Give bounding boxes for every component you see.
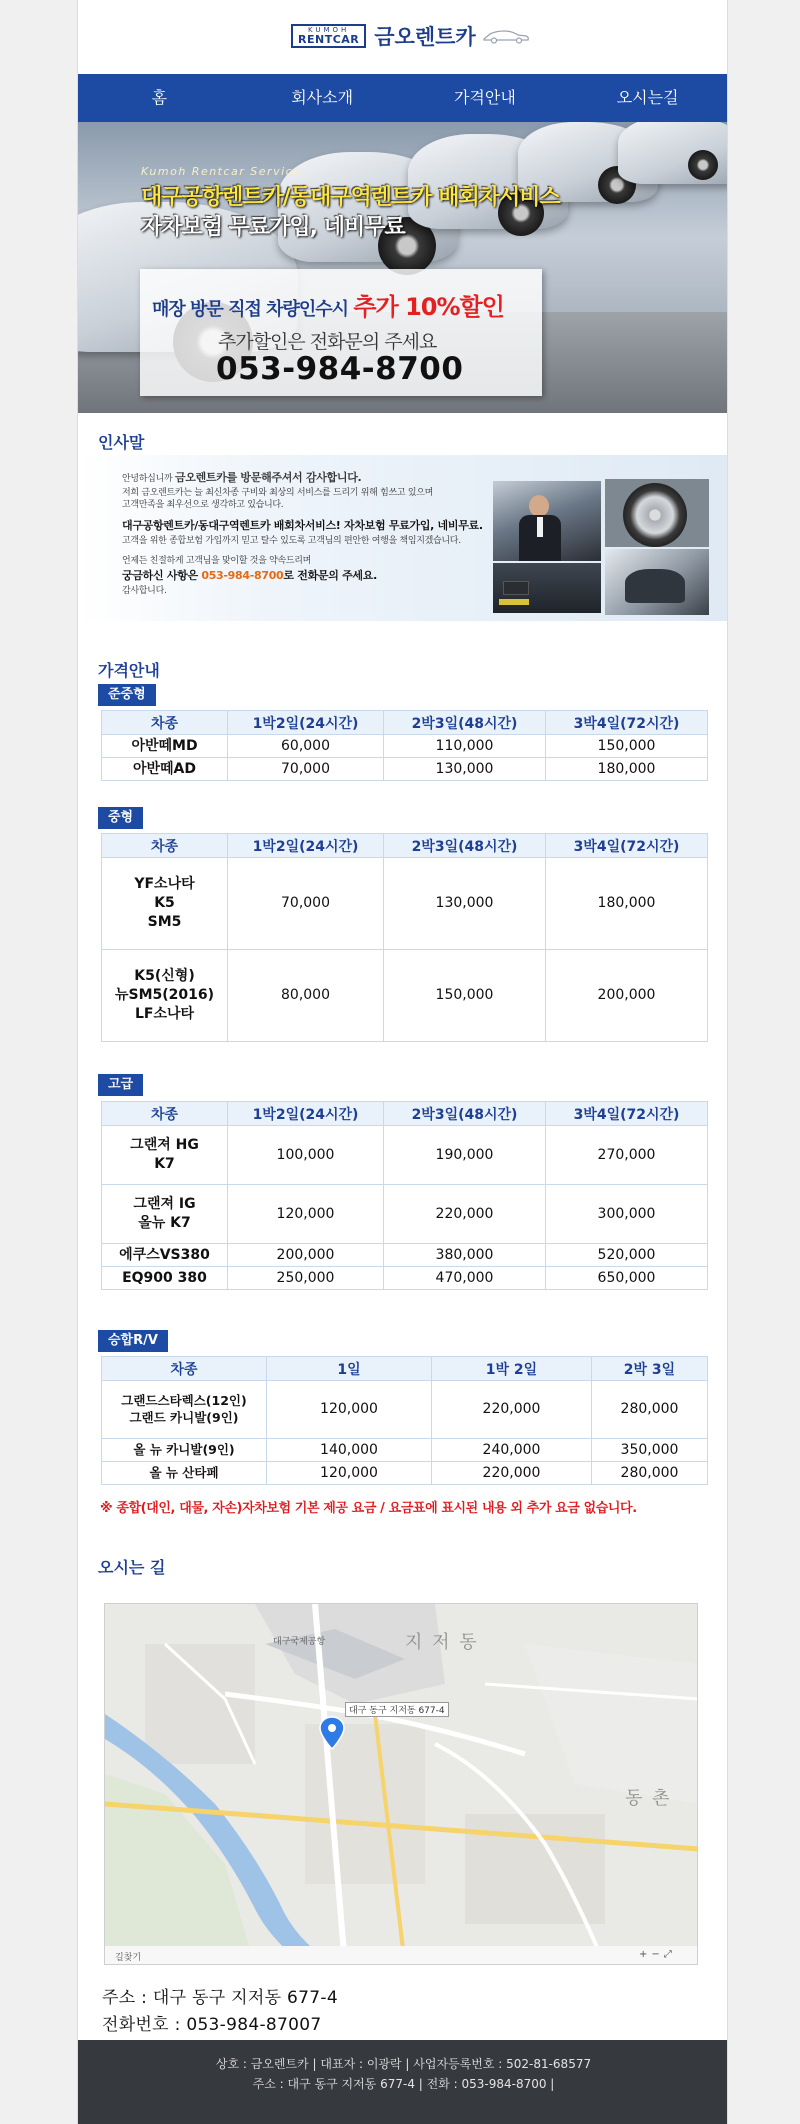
price-cell: 120,000 [228, 1185, 384, 1244]
car-model: YF소나타 K5 SM5 [102, 858, 228, 950]
table-row [102, 1185, 708, 1244]
price-table-van [101, 1356, 708, 1485]
map-pin-label: 대구 동구 지저동 677-4 [345, 1702, 449, 1717]
location-map[interactable] [104, 1603, 698, 1965]
phone-text: 전화번호 : 053-984-87007 [102, 2015, 322, 2035]
col-header: 2박3일(48시간) [384, 834, 546, 858]
table-row [102, 1267, 708, 1290]
price-cell: 130,000 [384, 758, 546, 781]
car-model: 올 뉴 산타페 [102, 1462, 267, 1485]
table-row [102, 1244, 708, 1267]
map-label-district: 동 촌 [625, 1788, 672, 1809]
greeting-line: 고객을 위한 종합보험 가입까지 믿고 탈수 있도록 고객님의 편안한 여행을 책임지겠습니다. [122, 536, 461, 546]
col-header: 1박2일(24시간) [228, 1102, 384, 1126]
price-cell: 200,000 [546, 950, 708, 1042]
greeting-line: 고객만족을 최우선으로 생각하고 있습니다. [122, 500, 284, 510]
category-label-van: 승합R/V [98, 1330, 168, 1352]
nav-directions[interactable]: 오시는길 [616, 88, 679, 107]
location-title: 오시는 길 [98, 1558, 166, 1577]
pricing-notice: ※ 종합(대인, 대물, 자손)자차보험 기본 제공 요금 / 요금표에 표시된 내용 외 추가 요금 없습니다. [100, 1501, 637, 1516]
col-header: 차종 [102, 1357, 267, 1381]
greeting-phone[interactable]: 053-984-8700 [201, 569, 284, 582]
price-cell: 70,000 [228, 858, 384, 950]
price-cell: 280,000 [592, 1381, 708, 1439]
map-directions-link[interactable]: 길찾기 [115, 1953, 142, 1963]
col-header: 3박4일(72시간) [546, 711, 708, 735]
car-model: 아반떼AD [102, 758, 228, 781]
banner-subtitle: Kumoh Rentcar Service [141, 165, 302, 178]
price-cell: 220,000 [384, 1185, 546, 1244]
greeting-line: 대구공항렌트카/동대구역렌트카 배회차서비스! 자차보험 무료가입, 네비무료. [122, 519, 483, 532]
price-cell: 120,000 [267, 1381, 432, 1439]
banner-headline-2: 자차보험 무료가입, 네비무료 [141, 215, 405, 240]
table-row [102, 1462, 708, 1485]
banner-headline: 대구공항렌트카/동대구역렌트카 배회차서비스 [141, 185, 560, 210]
logo-mark [291, 24, 366, 48]
col-header: 차종 [102, 711, 228, 735]
staff-in-car-photo [493, 481, 601, 561]
car-model: 올 뉴 카니발(9인) [102, 1439, 267, 1462]
col-header: 1박 2일 [432, 1357, 592, 1381]
table-row [102, 1126, 708, 1185]
price-cell: 80,000 [228, 950, 384, 1042]
nav-home[interactable]: 홈 [151, 88, 168, 107]
address-text: 주소 : 대구 동구 지저동 677-4 [102, 1988, 338, 2008]
col-header: 1박2일(24시간) [228, 711, 384, 735]
price-cell: 180,000 [546, 758, 708, 781]
greeting-line: 언제든 친절하게 고객님을 맞이할 것을 약속드리며 [122, 556, 312, 566]
car-model: 그랜져 HG K7 [102, 1126, 228, 1185]
price-cell: 220,000 [432, 1462, 592, 1485]
greeting-line: 궁금하신 사항은 053-984-8700로 전화문의 주세요. [122, 569, 377, 582]
promo-phone[interactable]: 053-984-8700 [216, 351, 464, 387]
table-row [102, 735, 708, 758]
hero-banner [78, 122, 728, 413]
price-cell: 180,000 [546, 858, 708, 950]
price-cell: 470,000 [384, 1267, 546, 1290]
price-cell: 650,000 [546, 1267, 708, 1290]
price-cell: 130,000 [384, 858, 546, 950]
price-cell: 240,000 [432, 1439, 592, 1462]
table-row [102, 1381, 708, 1439]
table-row [102, 758, 708, 781]
nav-pricing[interactable]: 가격안내 [453, 88, 516, 107]
col-header: 차종 [102, 1102, 228, 1126]
category-label-midsize: 중형 [98, 807, 143, 829]
price-cell: 140,000 [267, 1439, 432, 1462]
map-graphic [105, 1604, 698, 1965]
map-label-district: 지 저 동 [405, 1632, 479, 1653]
col-header: 3박4일(72시간) [546, 1102, 708, 1126]
col-header: 1박2일(24시간) [228, 834, 384, 858]
page [77, 0, 728, 2124]
car-icon [482, 28, 530, 44]
price-cell: 190,000 [384, 1126, 546, 1185]
car-model: 에쿠스VS380 [102, 1244, 228, 1267]
site-footer [78, 2040, 728, 2124]
price-cell: 110,000 [384, 735, 546, 758]
footer-company-info: 상호 : 금오렌트카 | 대표자 : 이광락 | 사업자등록번호 : 502-81-68577 [215, 2057, 592, 2071]
price-cell: 150,000 [546, 735, 708, 758]
car-interior-photo [605, 549, 709, 615]
price-cell: 280,000 [592, 1462, 708, 1485]
price-cell: 520,000 [546, 1244, 708, 1267]
greeting-line: 안녕하십니까 금오렌트카를 방문해주셔서 감사합니다. [122, 471, 362, 484]
price-cell: 220,000 [432, 1381, 592, 1439]
dashboard-photo [493, 563, 601, 613]
price-cell: 250,000 [228, 1267, 384, 1290]
price-cell: 200,000 [228, 1244, 384, 1267]
logo[interactable] [291, 14, 530, 58]
pricing-title: 가격안내 [98, 661, 160, 680]
table-row [102, 1439, 708, 1462]
price-cell: 70,000 [228, 758, 384, 781]
table-row [102, 858, 708, 950]
car-model: 그랜져 IG 올뉴 K7 [102, 1185, 228, 1244]
col-header: 1일 [267, 1357, 432, 1381]
price-cell: 350,000 [592, 1439, 708, 1462]
price-cell: 60,000 [228, 735, 384, 758]
price-cell: 270,000 [546, 1126, 708, 1185]
brand-name: 금오렌트카 [374, 25, 476, 49]
promo-highlight: 추가 10%할인 [353, 293, 504, 321]
col-header: 3박4일(72시간) [546, 834, 708, 858]
price-table-midsize [101, 833, 708, 1042]
map-zoom-controls[interactable]: +−⤢ [639, 1949, 676, 1960]
main-nav [78, 74, 728, 122]
col-header: 2박3일(48시간) [384, 711, 546, 735]
promo-note: 추가할인은 전화문의 주세요 [218, 331, 437, 353]
wheel-photo [605, 479, 709, 547]
footer-contact-info: 주소 : 대구 동구 지저동 677-4 | 전화 : 053-984-8700 | [252, 2077, 555, 2091]
car-model: K5(신형) 뉴SM5(2016) LF소나타 [102, 950, 228, 1042]
logo-bottom-text: RENTCAR [298, 33, 360, 46]
price-cell: 100,000 [228, 1126, 384, 1185]
promo-discount: 매장 방문 직접 차량인수시 추가 10%할인 [152, 293, 504, 321]
greeting-line: 감사합니다. [122, 586, 167, 596]
logo-top-text: KUMOH [307, 26, 350, 34]
price-table-compact [101, 710, 708, 781]
price-cell: 380,000 [384, 1244, 546, 1267]
col-header: 차종 [102, 834, 228, 858]
greeting-line: 저희 금오렌트카는 늘 최신차종 구비와 최상의 서비스를 드리기 위해 힘쓰고 있으며 [122, 488, 434, 498]
car-model: 아반떼MD [102, 735, 228, 758]
category-label-luxury: 고급 [98, 1074, 143, 1096]
greeting-section [78, 455, 728, 621]
car-model: EQ900 380 [102, 1267, 228, 1290]
price-cell: 300,000 [546, 1185, 708, 1244]
nav-about[interactable]: 회사소개 [291, 88, 354, 107]
greeting-title: 인사말 [98, 433, 145, 452]
col-header: 2박 3일 [592, 1357, 708, 1381]
price-cell: 150,000 [384, 950, 546, 1042]
category-label-compact: 준중형 [98, 684, 156, 706]
promo-box [140, 269, 542, 396]
table-row [102, 950, 708, 1042]
map-label-airport: 대구국제공항 [273, 1637, 326, 1647]
price-cell: 120,000 [267, 1462, 432, 1485]
car-model: 그랜드스타렉스(12인) 그랜드 카니발(9인) [102, 1381, 267, 1439]
col-header: 2박3일(48시간) [384, 1102, 546, 1126]
price-table-luxury [101, 1101, 708, 1290]
